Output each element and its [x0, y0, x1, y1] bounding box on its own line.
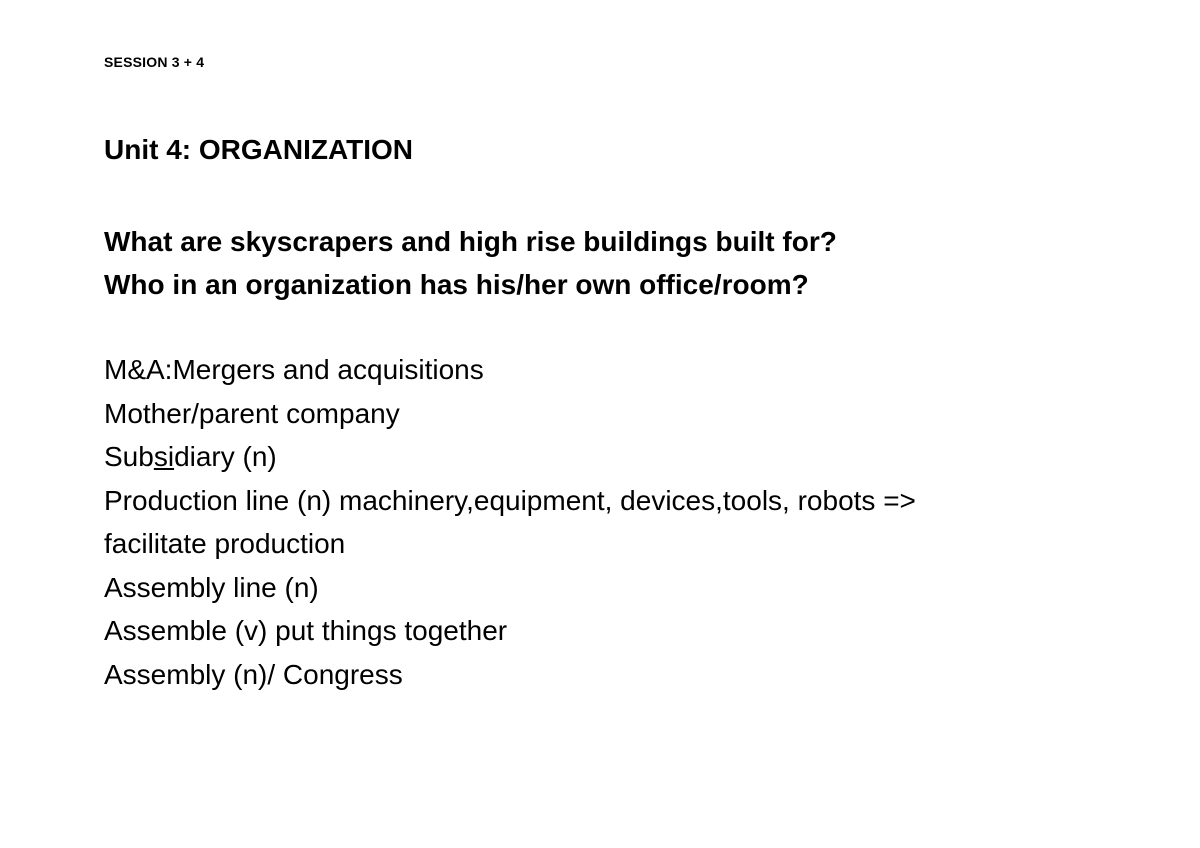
- question-skyscrapers: What are skyscrapers and high rise buildings built for?: [104, 226, 837, 257]
- subsidiary-stress-underline: si: [153, 441, 175, 472]
- vocab-facilitate-production: facilitate production: [104, 528, 346, 559]
- subsidiary-part-1: Sub: [104, 441, 154, 472]
- vocab-mergers-acquisitions: M&A:Mergers and acquisitions: [104, 354, 484, 385]
- vocab-assembly-congress: Assembly (n)/ Congress: [104, 658, 403, 690]
- vocab-subsidiary: [104, 435, 916, 479]
- subsidiary-part-2: diary (n): [174, 441, 277, 472]
- vocabulary-list: [104, 348, 916, 696]
- session-label: SESSION 3 + 4: [104, 54, 205, 70]
- unit-title: Unit 4: ORGANIZATION: [104, 134, 414, 165]
- vocab-assembly-line: Assembly line (n): [104, 571, 319, 603]
- vocab-production-line: Production line (n) machinery,equipment, devices,tools, robots =>: [104, 484, 916, 516]
- vocab-parent-company: Mother/parent company: [104, 397, 400, 429]
- vocab-assemble: Assemble (v) put things together: [104, 615, 508, 646]
- discussion-questions: [104, 220, 837, 306]
- question-office: Who in an organization has his/her own office/room?: [104, 269, 809, 300]
